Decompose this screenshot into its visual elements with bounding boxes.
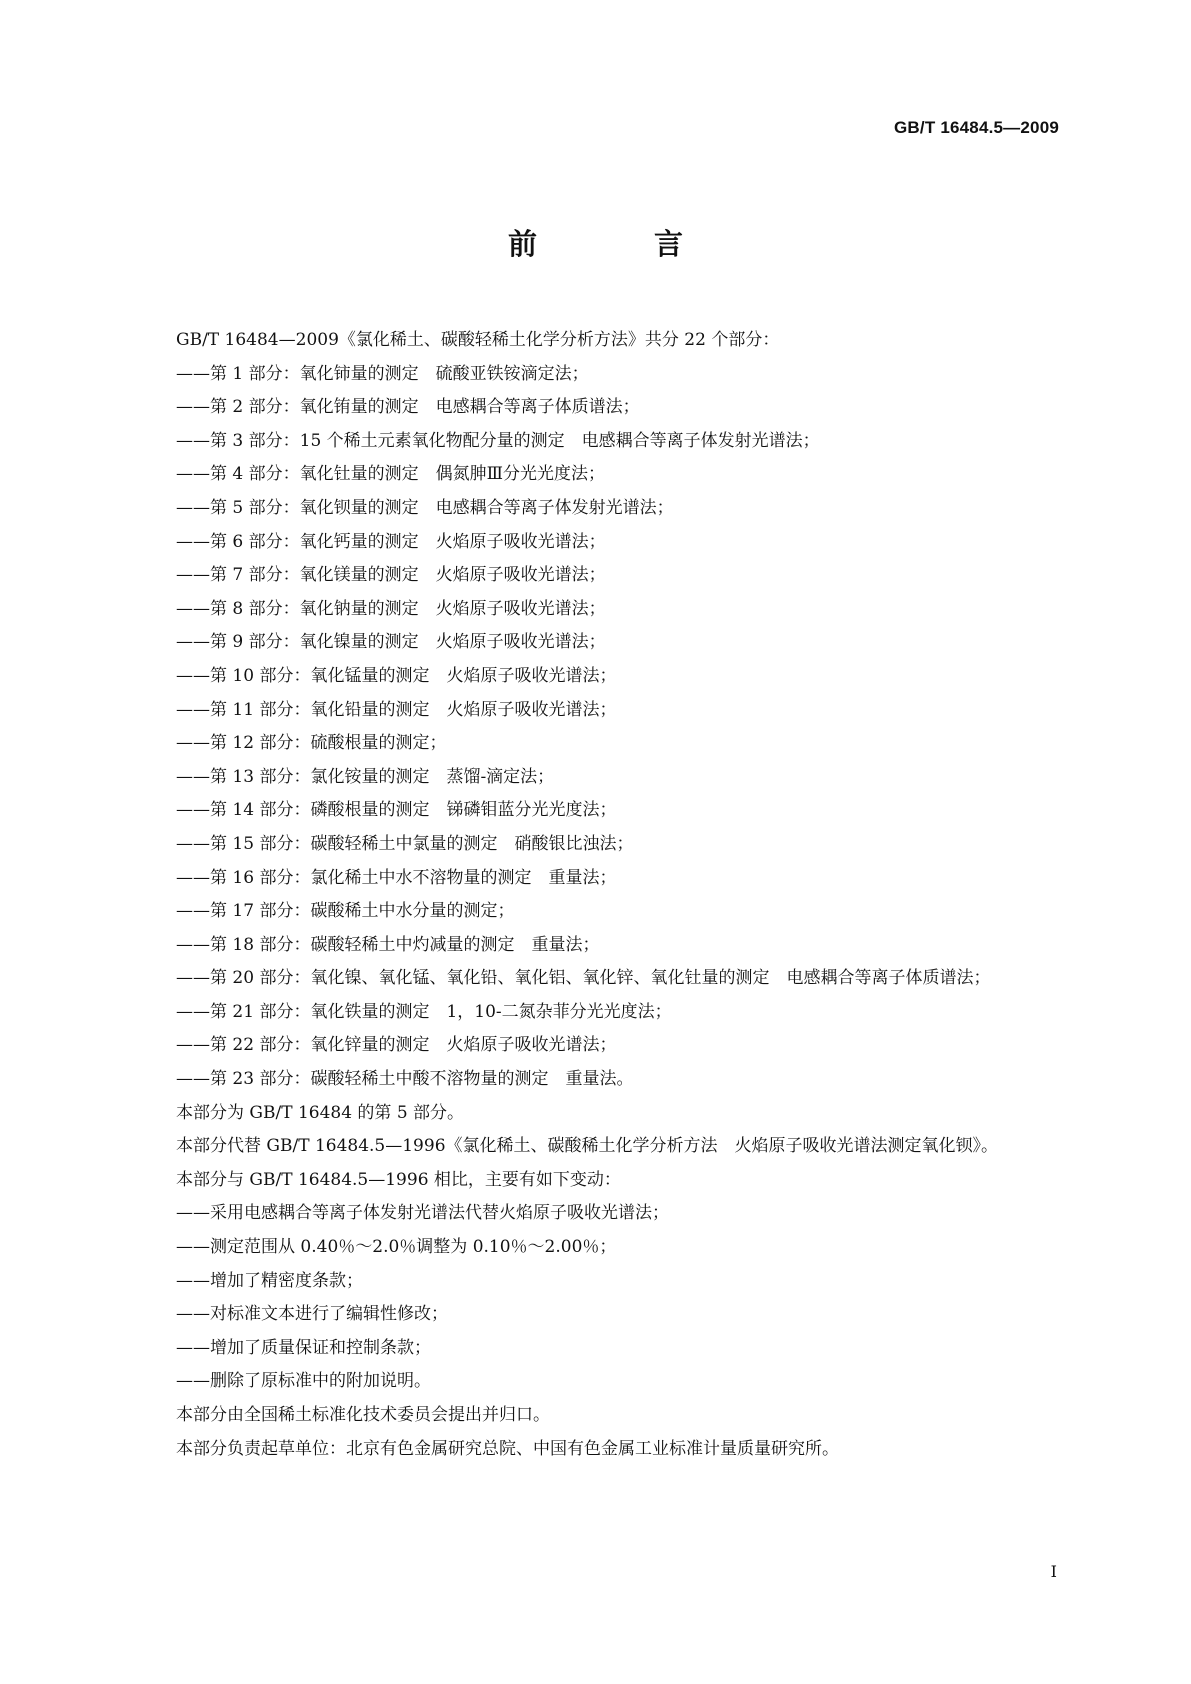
list-item: ——第 15 部分：碳酸轻稀土中氯量的测定 硝酸银比浊法； — [176, 833, 634, 854]
list-item: ——第 23 部分：碳酸轻稀土中酸不溶物量的测定 重量法。 — [176, 1069, 634, 1090]
list-item: ——第 10 部分：氧化锰量的测定 火焰原子吸收光谱法； — [176, 665, 617, 686]
list-item: ——第 11 部分：氧化铅量的测定 火焰原子吸收光谱法； — [176, 699, 617, 720]
list-item: ——第 8 部分：氧化钠量的测定 火焰原子吸收光谱法； — [176, 598, 606, 619]
page-number: Ⅰ — [1050, 1562, 1057, 1581]
list-item: ——第 20 部分：氧化镍、氧化锰、氧化铅、氧化铝、氧化锌、氧化钍量的测定 电感耦合等离子体质谱法； — [176, 968, 991, 989]
proposer-paragraph: 本部分由全国稀土标准化技术委员会提出并归口。 — [176, 1405, 550, 1425]
list-item: ——第 4 部分：氧化钍量的测定 偶氮胂Ⅲ分光光度法； — [176, 464, 606, 485]
parts-list — [124, 358, 1064, 1097]
changes-intro-paragraph: 本部分与 GB/T 16484.5—1996 相比，主要有如下变动： — [176, 1169, 621, 1190]
list-item: ——第 14 部分：磷酸根量的测定 锑磷钼蓝分光光度法； — [176, 800, 617, 821]
list-item: ——对标准文本进行了编辑性修改； — [176, 1304, 448, 1325]
list-item: ——第 3 部分：15 个稀土元素氧化物配分量的测定 电感耦合等离子体发射光谱法； — [176, 430, 820, 451]
list-item: ——第 9 部分：氧化镍量的测定 火焰原子吸收光谱法； — [176, 632, 606, 653]
list-item: ——第 17 部分：碳酸稀土中水分量的测定； — [176, 901, 515, 922]
list-item: ——第 13 部分：氯化铵量的测定 蒸馏-滴定法； — [176, 766, 555, 787]
list-item: ——第 21 部分：氧化铁量的测定 1，10-二氮杂菲分光光度法； — [176, 1001, 672, 1022]
drafters-paragraph: 本部分负责起草单位：北京有色金属研究总院、中国有色金属工业标准计量质量研究所。 — [176, 1438, 839, 1459]
list-item: ——第 12 部分：硫酸根量的测定； — [176, 733, 447, 754]
intro-paragraph: GB/T 16484—2009《氯化稀土、碳酸轻稀土化学分析方法》共分 22 个部分： — [176, 330, 780, 350]
page-title: 前 言 — [507, 227, 727, 261]
document-body — [124, 324, 1064, 1466]
list-item: ——第 16 部分：氯化稀土中水不溶物量的测定 重量法； — [176, 867, 617, 888]
changes-list — [124, 1197, 1064, 1399]
list-item: ——第 1 部分：氧化铈量的测定 硫酸亚铁铵滴定法； — [176, 363, 589, 384]
list-item: ——采用电感耦合等离子体发射光谱法代替火焰原子吸收光谱法； — [176, 1203, 669, 1224]
standard-code-header: GB/T 16484.5—2009 — [894, 118, 1059, 137]
list-item: ——第 5 部分：氧化钡量的测定 电感耦合等离子体发射光谱法； — [176, 497, 674, 518]
list-item: ——增加了质量保证和控制条款； — [176, 1337, 431, 1358]
statement-part-paragraph: 本部分为 GB/T 16484 的第 5 部分。 — [176, 1102, 465, 1123]
list-item: ——第 22 部分：氧化锌量的测定 火焰原子吸收光谱法； — [176, 1035, 617, 1056]
statement-replaces-paragraph: 本部分代替 GB/T 16484.5—1996《氯化稀土、碳酸稀土化学分析方法 火焰原子吸收光谱法测定氧化钡》。 — [176, 1136, 999, 1157]
list-item: ——删除了原标准中的附加说明。 — [176, 1371, 431, 1392]
list-item: ——增加了精密度条款； — [176, 1270, 363, 1291]
list-item: ——第 18 部分：碳酸轻稀土中灼减量的测定 重量法； — [176, 934, 600, 955]
list-item: ——第 6 部分：氧化钙量的测定 火焰原子吸收光谱法； — [176, 531, 606, 552]
list-item: ——第 2 部分：氧化铕量的测定 电感耦合等离子体质谱法； — [176, 397, 640, 418]
list-item: ——测定范围从 0.40％～2.0％调整为 0.10％～2.00％； — [176, 1237, 617, 1258]
list-item: ——第 7 部分：氧化镁量的测定 火焰原子吸收光谱法； — [176, 565, 606, 586]
